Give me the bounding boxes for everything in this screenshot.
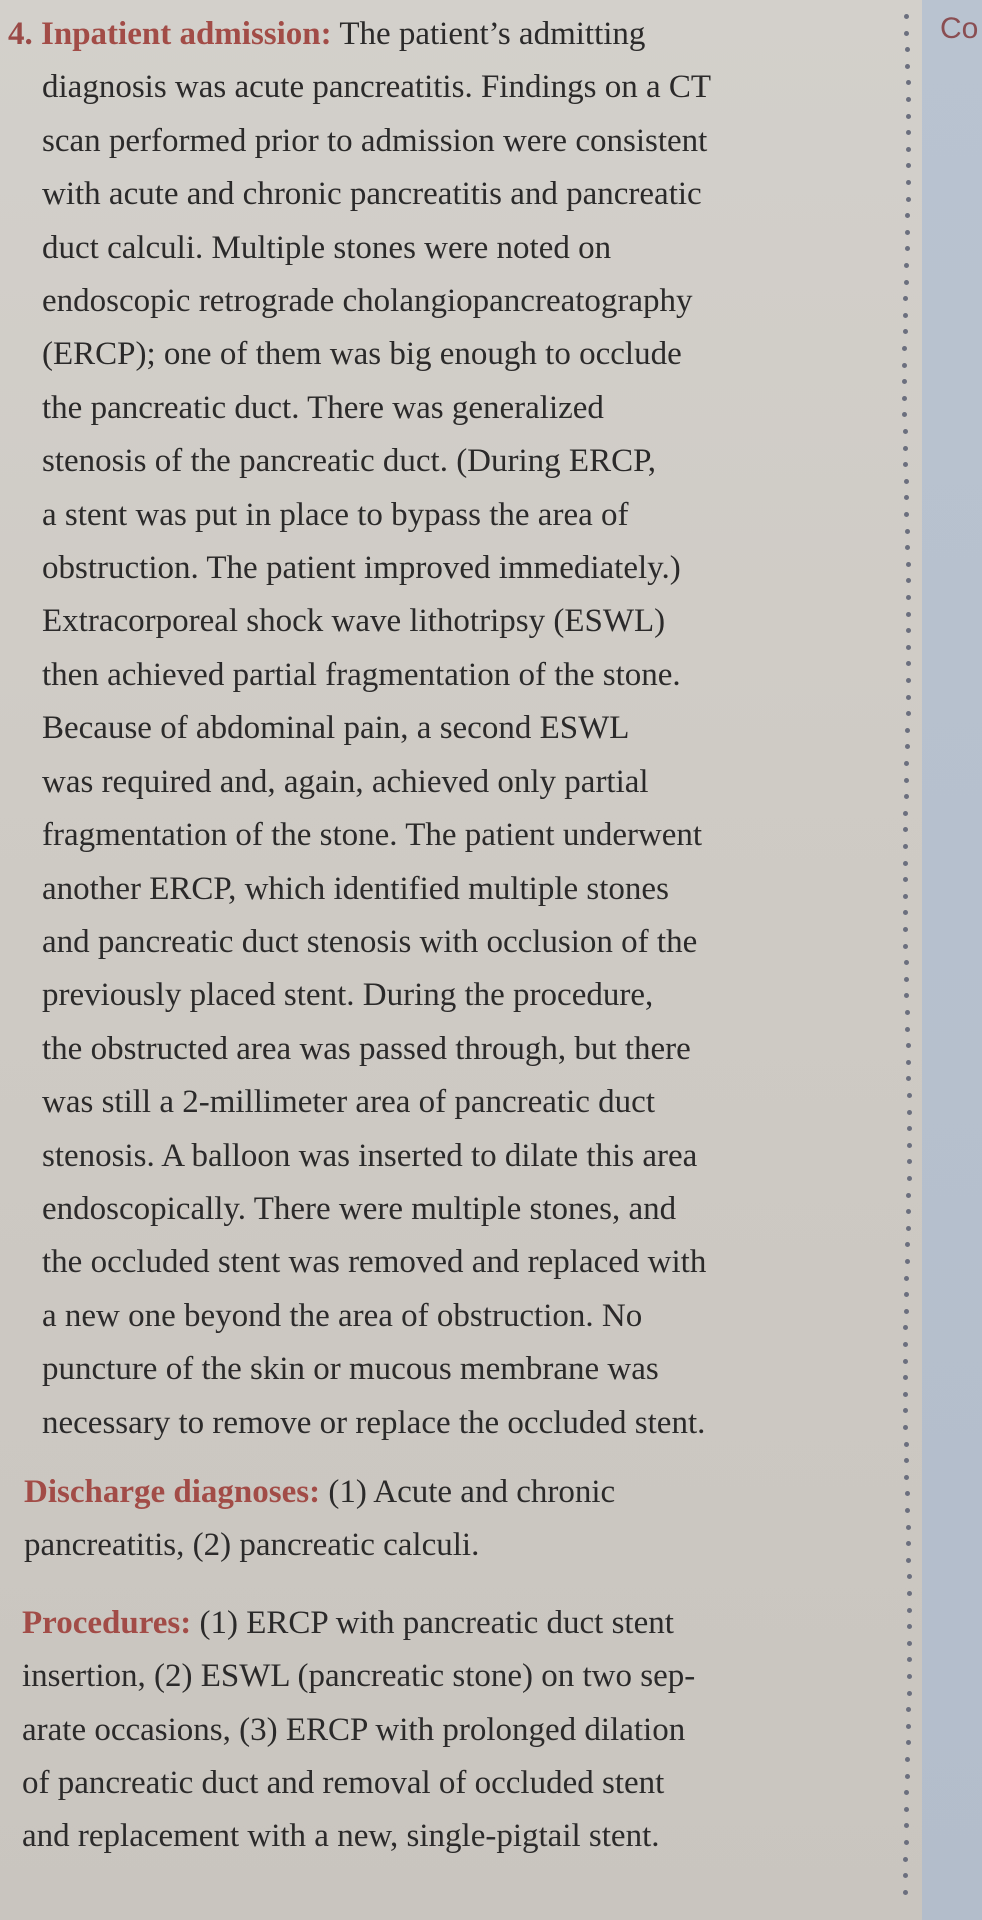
divider-dot: [906, 678, 911, 683]
admission-line: with acute and chronic pancreatitis and pancreatic: [42, 176, 702, 213]
divider-dot: [906, 1060, 911, 1065]
divider-dot: [907, 1143, 912, 1148]
admission-line: was still a 2-millimeter area of pancreatic duct: [42, 1084, 655, 1121]
divider-dot: [904, 1276, 909, 1281]
divider-dot: [904, 280, 909, 285]
divider-dot: [903, 462, 908, 467]
admission-line: Extracorporeal shock wave lithotripsy (ESWL): [42, 603, 666, 640]
divider-dot: [906, 147, 911, 152]
divider-dot: [906, 114, 911, 119]
divider-dot: [904, 479, 909, 484]
procedures-line: of pancreatic duct and removal of occluded stent: [22, 1765, 665, 1801]
admission-line: the pancreatic duct. There was generalized: [42, 389, 604, 426]
procedures-paragraph: [8, 1597, 858, 1864]
divider-dot: [905, 246, 910, 251]
admission-line: a stent was put in place to bypass the area of: [42, 496, 629, 533]
divider-dot: [905, 64, 910, 69]
divider-dot: [903, 811, 908, 816]
divider-dot: [903, 827, 908, 832]
admission-line: was required and, again, achieved only partial: [42, 763, 649, 800]
divider-dot: [902, 412, 907, 417]
admission-line: and pancreatic duct stenosis with occlusion of the: [42, 923, 698, 960]
divider-dot: [904, 977, 909, 982]
divider-dot: [906, 97, 911, 102]
divider-dot: [903, 927, 908, 932]
divider-dot: [906, 1740, 911, 1745]
procedures-heading: Procedures:: [22, 1604, 192, 1641]
admission-line: a new one beyond the area of obstruction. No: [42, 1297, 643, 1334]
divider-dot: [906, 163, 911, 168]
divider-dot: [905, 1259, 910, 1264]
divider-dot: [907, 1641, 912, 1646]
divider-dot: [906, 1525, 911, 1530]
divider-dot: [907, 1608, 912, 1613]
inpatient-admission-paragraph: [8, 8, 858, 1450]
admission-line: obstruction. The patient improved immediately.): [42, 550, 681, 587]
divider-dot: [903, 1873, 908, 1878]
divider-dot: [906, 80, 911, 85]
case-text-column: [8, 8, 858, 1864]
admission-line: stenosis of the pancreatic duct. (During ERCP,: [42, 443, 657, 480]
divider-dot: [904, 960, 909, 965]
divider-dot: [907, 1176, 912, 1181]
divider-dot: [904, 1475, 909, 1480]
divider-dot: [903, 844, 908, 849]
admission-line: puncture of the skin or mucous membrane was: [42, 1351, 659, 1388]
divider-dot: [907, 1093, 912, 1098]
adjacent-page-label: Co: [940, 12, 979, 45]
divider-dot: [906, 1226, 911, 1231]
divider-dot: [903, 861, 908, 866]
divider-dot: [904, 778, 909, 783]
procedures-line: arate occasions, (3) ERCP with prolonged dilation: [22, 1711, 686, 1748]
divider-dot: [904, 512, 909, 517]
divider-dot: [906, 1707, 911, 1712]
divider-dot: [907, 1574, 912, 1579]
divider-dot: [905, 47, 910, 52]
divider-dot: [904, 495, 909, 500]
divider-dot: [905, 230, 910, 235]
divider-dot: [902, 346, 907, 351]
divider-dot: [904, 1458, 909, 1463]
divider-dot: [906, 180, 911, 185]
divider-dot: [904, 1840, 909, 1845]
divider-dot: [903, 1392, 908, 1397]
admission-line: previously placed stent. During the procedure,: [42, 977, 654, 1014]
divider-dot: [904, 1292, 909, 1297]
divider-dot: [904, 31, 909, 36]
divider-dot: [903, 877, 908, 882]
divider-dot: [903, 910, 908, 915]
divider-dot: [903, 1890, 908, 1895]
divider-dot: [906, 1193, 911, 1198]
divider-dot: [903, 446, 908, 451]
discharge-diagnoses-paragraph: [8, 1466, 858, 1573]
admission-line: [8, 8, 858, 61]
divider-dot: [905, 545, 910, 550]
divider-dot: [904, 263, 909, 268]
admission-line: duct calculi. Multiple stones were noted on: [42, 229, 612, 266]
divider-dot: [904, 794, 909, 799]
procedures-line: and replacement with a new, single-pigtail stent.: [22, 1818, 660, 1855]
procedures-line: [22, 1597, 858, 1650]
divider-dot: [902, 379, 907, 384]
admission-line: stenosis. A balloon was inserted to dilate this area: [42, 1137, 698, 1174]
dotted-divider: [900, 0, 914, 1920]
divider-dot: [906, 595, 911, 600]
admission-line: endoscopic retrograde cholangiopancreatography: [42, 283, 693, 320]
divider-dot: [904, 1823, 909, 1828]
divider-dot: [906, 1724, 911, 1729]
discharge-line: pancreatitis, (2) pancreatic calculi.: [24, 1527, 480, 1564]
divider-dot: [906, 1541, 911, 1546]
divider-dot: [905, 1242, 910, 1247]
divider-dot: [906, 562, 911, 567]
admission-line: fragmentation of the stone. The patient underwent: [42, 817, 703, 854]
divider-dot: [906, 695, 911, 700]
divider-dot: [906, 1043, 911, 1048]
admission-line: diagnosis was acute pancreatitis. Findings on a CT: [42, 69, 712, 106]
divider-dot: [903, 944, 908, 949]
divider-dot: [907, 1591, 912, 1596]
divider-dot: [906, 612, 911, 617]
divider-dot: [903, 329, 908, 334]
divider-dot: [906, 628, 911, 633]
divider-dot: [906, 661, 911, 666]
divider-dot: [904, 1442, 909, 1447]
divider-dot: [906, 197, 911, 202]
divider-dot: [907, 1159, 912, 1164]
divider-dot: [904, 14, 909, 19]
divider-dot: [907, 1657, 912, 1662]
divider-dot: [904, 1790, 909, 1795]
procedures-line-text: (1) ERCP with pancreatic duct stent: [199, 1604, 674, 1641]
divider-dot: [907, 1674, 912, 1679]
divider-dot: [907, 1624, 912, 1629]
admission-line-text: The patient’s admitting: [339, 16, 646, 52]
divider-dot: [904, 993, 909, 998]
divider-dot: [907, 1691, 912, 1696]
divider-dot: [905, 1491, 910, 1496]
inpatient-admission-heading: Inpatient admission:: [41, 16, 332, 52]
divider-dot: [903, 429, 908, 434]
divider-dot: [906, 711, 911, 716]
section-number: 4.: [8, 16, 33, 52]
divider-dot: [903, 1857, 908, 1862]
divider-dot: [907, 1126, 912, 1131]
divider-dot: [906, 1558, 911, 1563]
divider-dot: [903, 1359, 908, 1364]
divider-dot: [905, 529, 910, 534]
divider-dot: [905, 728, 910, 733]
admission-line: the obstructed area was passed through, but there: [42, 1030, 691, 1067]
divider-dot: [907, 1110, 912, 1115]
procedures-line: insertion, (2) ESWL (pancreatic stone) on two sep-: [22, 1658, 696, 1695]
discharge-line-text: (1) Acute and chronic: [328, 1473, 616, 1510]
divider-dot: [906, 1209, 911, 1214]
divider-dot: [903, 1325, 908, 1330]
divider-dot: [903, 894, 908, 899]
discharge-line: [24, 1466, 858, 1519]
admission-line: the occluded stent was removed and replaced with: [42, 1244, 707, 1281]
divider-dot: [903, 1375, 908, 1380]
divider-dot: [905, 213, 910, 218]
divider-dot: [905, 1010, 910, 1015]
divider-dot: [905, 1027, 910, 1032]
discharge-diagnoses-heading: Discharge diagnoses:: [24, 1473, 321, 1510]
divider-dot: [906, 1076, 911, 1081]
divider-dot: [903, 313, 908, 318]
divider-dot: [904, 1309, 909, 1314]
divider-dot: [903, 1342, 908, 1347]
divider-dot: [903, 1408, 908, 1413]
divider-dot: [905, 1774, 910, 1779]
adjacent-page-panel: [922, 0, 982, 1920]
divider-dot: [906, 645, 911, 650]
divider-dot: [906, 578, 911, 583]
divider-dot: [902, 363, 907, 368]
divider-dot: [906, 130, 911, 135]
divider-dot: [902, 396, 907, 401]
divider-dot: [904, 761, 909, 766]
admission-line: another ERCP, which identified multiple stones: [42, 870, 669, 907]
divider-dot: [903, 296, 908, 301]
admission-line: then achieved partial fragmentation of the stone.: [42, 656, 681, 693]
divider-dot: [905, 744, 910, 749]
divider-dot: [904, 1807, 909, 1812]
divider-dot: [903, 1425, 908, 1430]
divider-dot: [905, 1757, 910, 1762]
admission-line: Because of abdominal pain, a second ESWL: [42, 710, 630, 747]
admission-line: endoscopically. There were multiple stones, and: [42, 1190, 677, 1227]
admission-line: necessary to remove or replace the occluded stent.: [42, 1404, 706, 1441]
admission-line: scan performed prior to admission were consistent: [42, 122, 708, 159]
divider-dot: [905, 1508, 910, 1513]
admission-line: (ERCP); one of them was big enough to occlude: [42, 336, 682, 373]
